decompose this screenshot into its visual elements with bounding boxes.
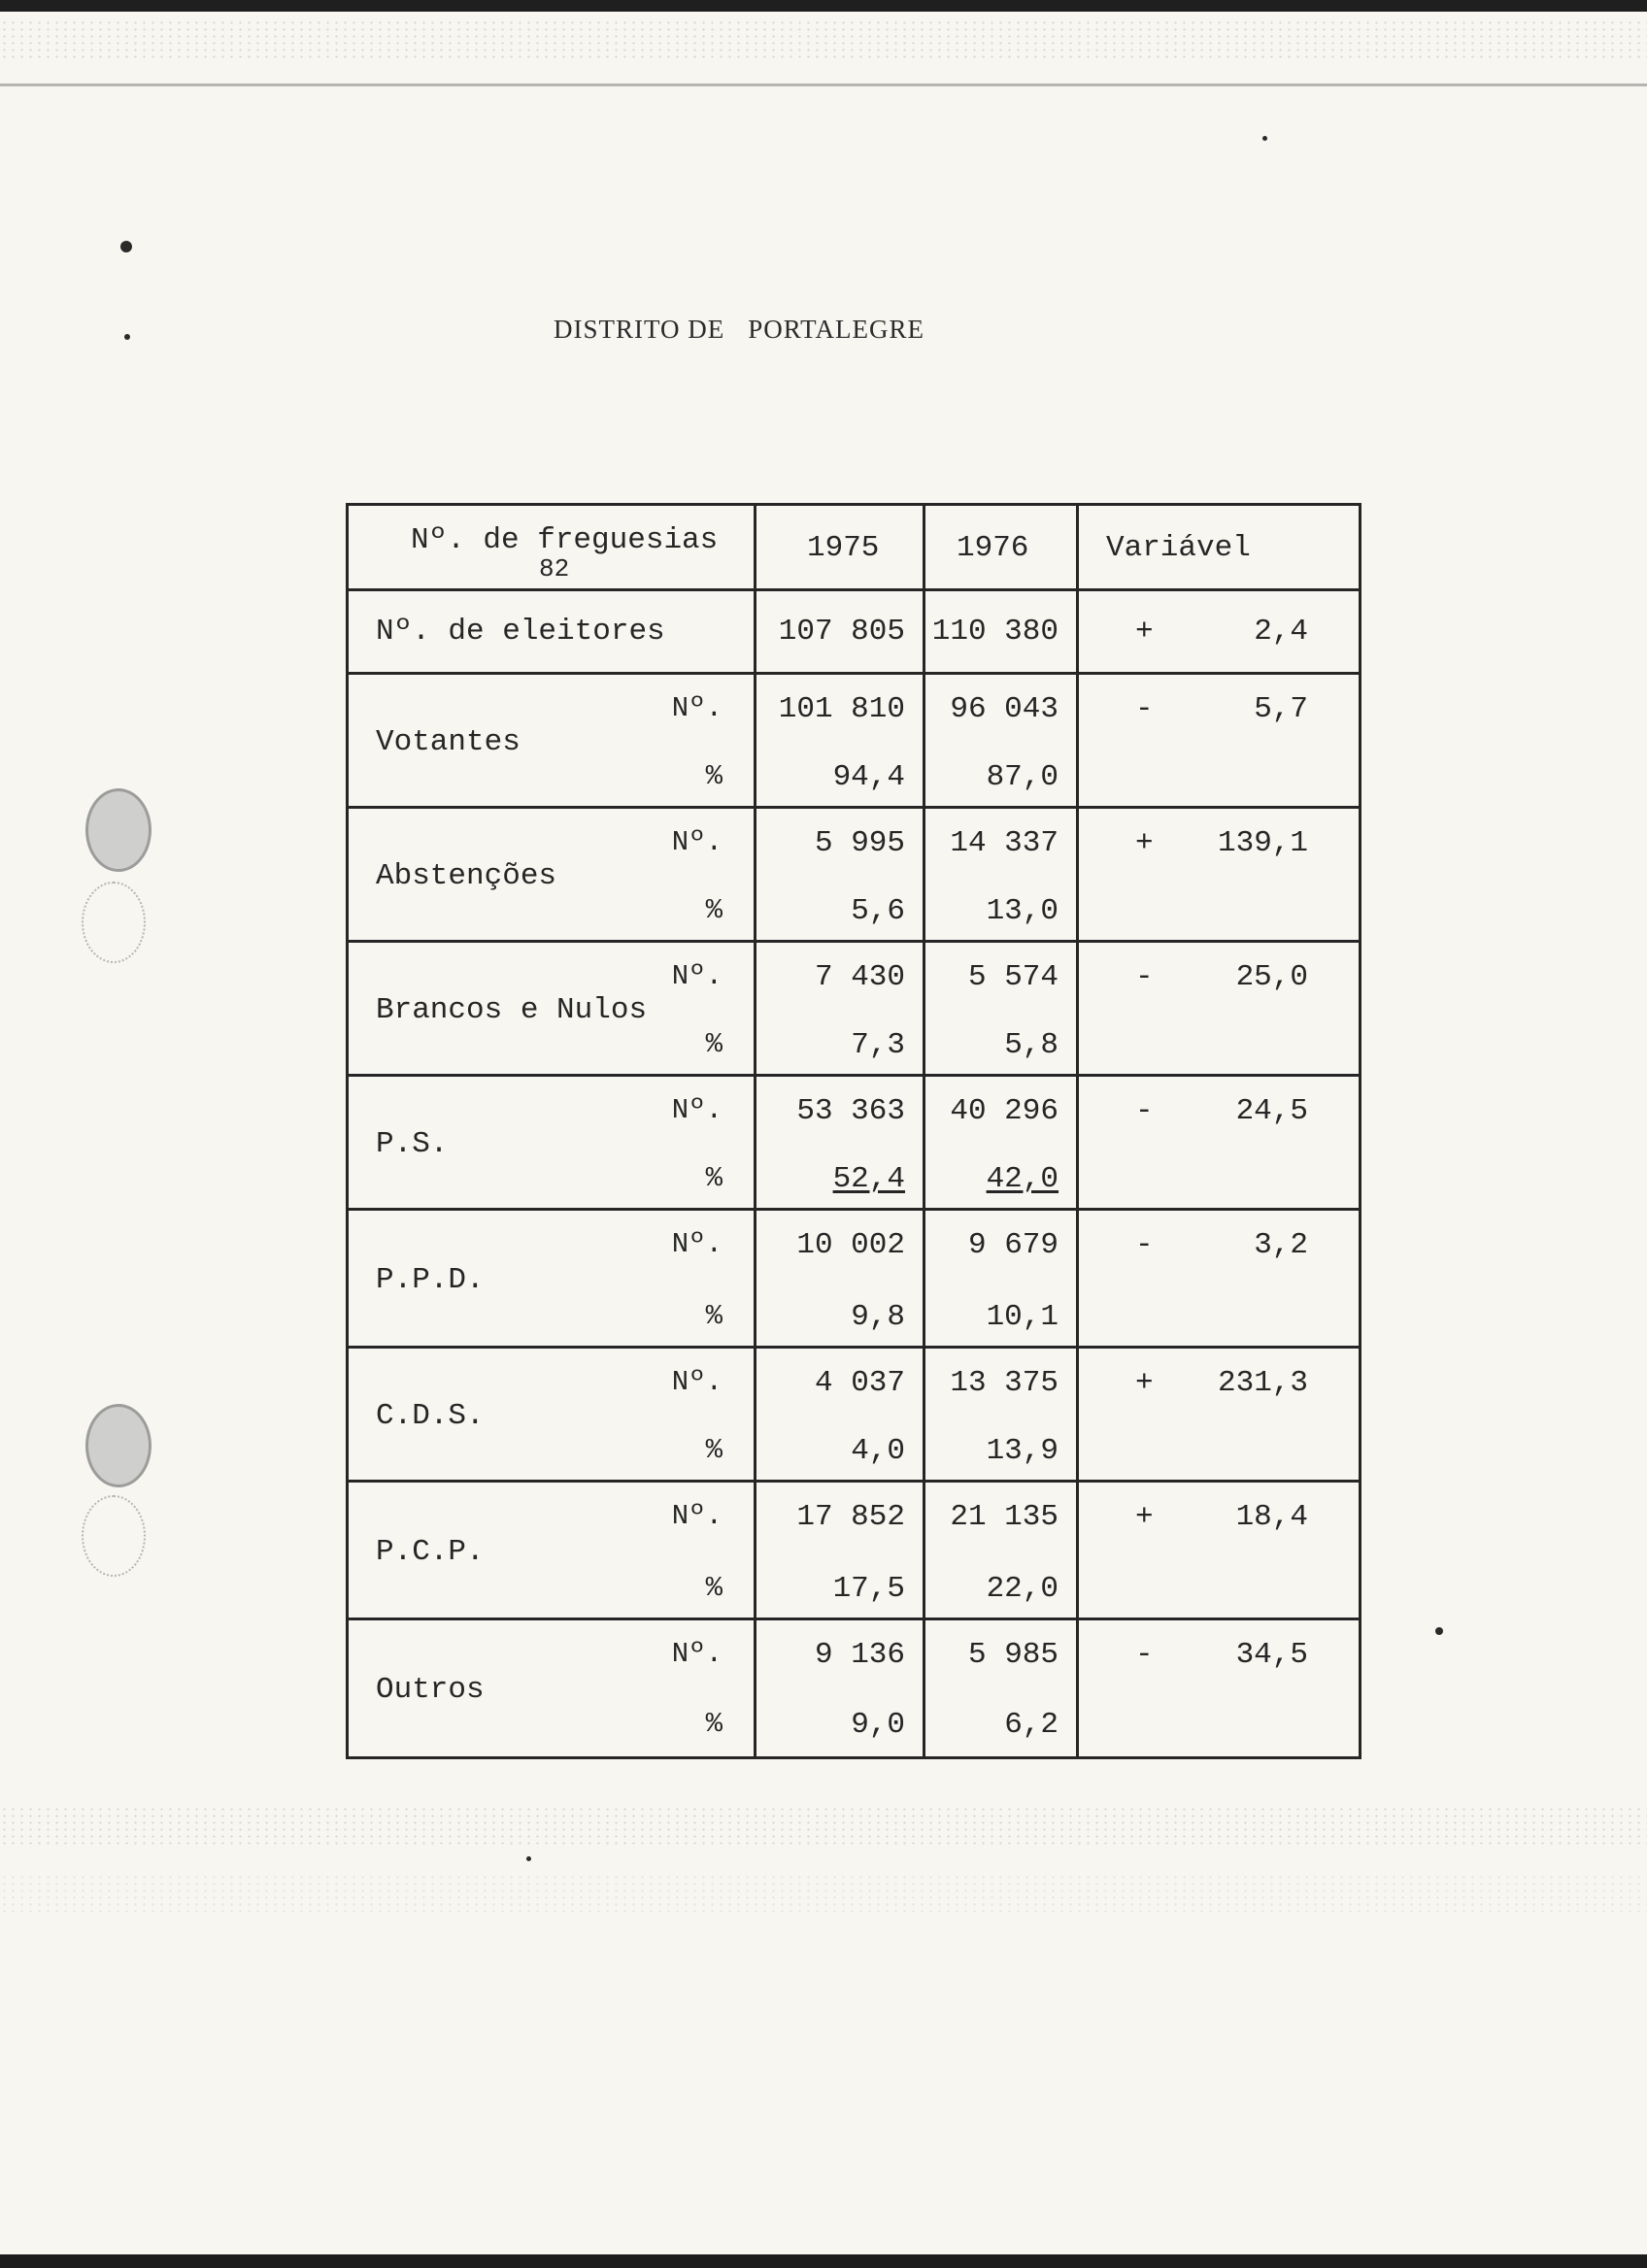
variation-value: 139,1 <box>1217 826 1308 860</box>
percent-1975: 17,5 <box>832 1572 905 1606</box>
number-1976: 13 375 <box>950 1366 1059 1400</box>
variation-value: 34,5 <box>1235 1638 1308 1672</box>
percent-1976: 10,1 <box>986 1300 1059 1334</box>
percent-1975: 94,4 <box>832 760 905 794</box>
number-1976: 21 135 <box>950 1500 1059 1534</box>
percent-1976: 87,0 <box>986 760 1059 794</box>
number-1975: 5 995 <box>814 826 905 860</box>
table-header-row <box>346 503 1361 591</box>
percent-1976: 22,0 <box>986 1572 1059 1606</box>
number-1975: 53 363 <box>796 1094 905 1128</box>
scan-noise-lower-2 <box>0 1874 1647 1913</box>
variation-sign: - <box>1135 1638 1154 1672</box>
variation-sign: + <box>1135 826 1154 860</box>
sub-label-number: Nº. <box>671 1500 723 1532</box>
variation-value: 25,0 <box>1235 960 1308 994</box>
binder-hole <box>85 1404 151 1487</box>
row-label: Votantes <box>376 725 521 759</box>
header-freguesias-label: Nº. de freguesias <box>411 523 719 557</box>
number-1975: 9 136 <box>814 1638 905 1672</box>
number-1976: 5 574 <box>967 960 1059 994</box>
variation-sign: - <box>1135 692 1154 726</box>
number-1976: 9 679 <box>967 1228 1059 1262</box>
table-row-ps <box>346 1074 1361 1211</box>
table-row-votantes <box>346 672 1361 809</box>
variation-sign: - <box>1135 1094 1154 1128</box>
sub-label-number: Nº. <box>671 960 723 992</box>
variation-value: 5,7 <box>1254 692 1308 726</box>
number-1975: 101 810 <box>778 692 905 726</box>
table-row-cds <box>346 1346 1361 1483</box>
scan-edge-top <box>0 0 1647 12</box>
row-label: Nº. de eleitores <box>376 615 665 649</box>
number-1976: 40 296 <box>950 1094 1059 1128</box>
sub-label-percent: % <box>705 760 723 792</box>
row-label: P.S. <box>376 1127 449 1161</box>
sub-label-percent: % <box>705 1434 723 1466</box>
percent-1976: 13,0 <box>986 894 1059 928</box>
row-label: Brancos e Nulos <box>376 993 648 1027</box>
sub-label-percent: % <box>705 1572 723 1604</box>
sub-label-number: Nº. <box>671 826 723 858</box>
number-1976: 5 985 <box>967 1638 1059 1672</box>
value-1975: 107 805 <box>778 615 905 649</box>
title-district: DISTRITO DE <box>554 315 725 344</box>
variation-sign: + <box>1135 1366 1154 1400</box>
row-label: C.D.S. <box>376 1399 485 1433</box>
variation-sign: + <box>1135 1500 1154 1534</box>
scan-line <box>0 83 1647 86</box>
percent-1975: 9,8 <box>851 1300 905 1334</box>
percent-1975: 52,4 <box>832 1162 905 1196</box>
sub-label-percent: % <box>705 1708 723 1740</box>
speck <box>1262 136 1267 141</box>
percent-1975: 9,0 <box>851 1708 905 1742</box>
value-1976: 110 380 <box>931 615 1059 649</box>
scan-noise-top <box>0 19 1647 58</box>
scan-noise-lower <box>0 1806 1647 1845</box>
number-1976: 96 043 <box>950 692 1059 726</box>
row-label: P.C.P. <box>376 1535 485 1569</box>
table-row-brancos-nulos <box>346 940 1361 1077</box>
table-row-abstencoes <box>346 806 1361 943</box>
table-row-pcp <box>346 1480 1361 1620</box>
percent-1976: 6,2 <box>1004 1708 1059 1742</box>
binder-hole <box>82 1495 146 1577</box>
binder-hole <box>82 882 146 963</box>
sub-label-percent: % <box>705 1028 723 1060</box>
header-1975: 1975 <box>807 531 880 565</box>
number-1976: 14 337 <box>950 826 1059 860</box>
percent-1975: 5,6 <box>851 894 905 928</box>
scan-edge-bottom <box>0 2254 1647 2268</box>
row-label: P.P.D. <box>376 1263 485 1297</box>
row-label: Outros <box>376 1673 485 1707</box>
variation-value: 2,4 <box>1254 615 1308 649</box>
sub-label-percent: % <box>705 1162 723 1194</box>
percent-1976: 42,0 <box>986 1162 1059 1196</box>
variation-value: 231,3 <box>1217 1366 1308 1400</box>
sub-label-number: Nº. <box>671 1638 723 1670</box>
header-freguesias-count: 82 <box>539 554 570 584</box>
title-name: PORTALEGRE <box>748 315 924 344</box>
sub-label-percent: % <box>705 1300 723 1332</box>
row-label: Abstenções <box>376 859 557 893</box>
variation-value: 3,2 <box>1254 1228 1308 1262</box>
variation-sign: + <box>1135 615 1154 649</box>
speck <box>1435 1627 1443 1635</box>
sub-label-number: Nº. <box>671 1228 723 1260</box>
sub-label-number: Nº. <box>671 692 723 724</box>
table-row-ppd <box>346 1208 1361 1349</box>
variation-sign: - <box>1135 960 1154 994</box>
number-1975: 10 002 <box>796 1228 905 1262</box>
sub-label-number: Nº. <box>671 1366 723 1398</box>
variation-value: 18,4 <box>1235 1500 1308 1534</box>
sub-label-number: Nº. <box>671 1094 723 1126</box>
sub-label-percent: % <box>705 894 723 926</box>
speck <box>526 1856 531 1861</box>
variation-sign: - <box>1135 1228 1154 1262</box>
percent-1975: 7,3 <box>851 1028 905 1062</box>
binder-hole <box>85 788 151 872</box>
percent-1976: 5,8 <box>1004 1028 1059 1062</box>
page-title <box>554 315 924 345</box>
table-row-outros <box>346 1618 1361 1759</box>
number-1975: 4 037 <box>814 1366 905 1400</box>
percent-1975: 4,0 <box>851 1434 905 1468</box>
speck <box>120 241 132 252</box>
variation-value: 24,5 <box>1235 1094 1308 1128</box>
header-variavel: Variável <box>1106 531 1251 565</box>
table-row-eleitores <box>346 588 1361 675</box>
number-1975: 7 430 <box>814 960 905 994</box>
header-1976: 1976 <box>957 531 1029 565</box>
speck <box>124 334 130 340</box>
number-1975: 17 852 <box>796 1500 905 1534</box>
percent-1976: 13,9 <box>986 1434 1059 1468</box>
